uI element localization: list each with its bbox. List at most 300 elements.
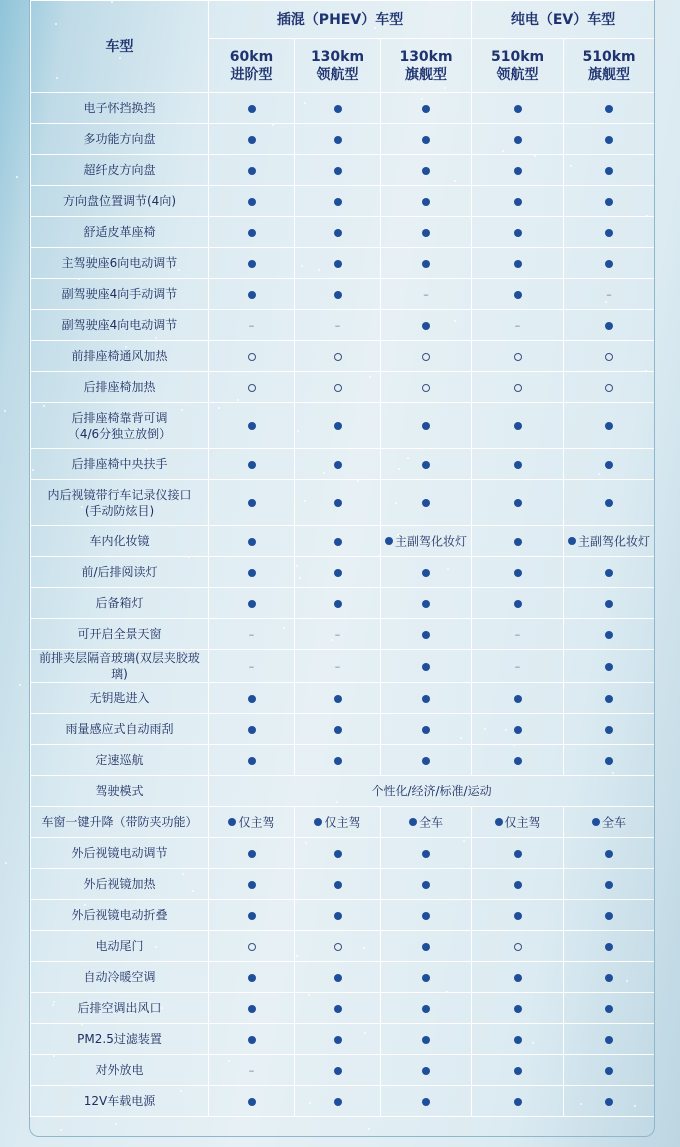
standard-dot-icon [605,974,613,982]
value-cell [564,745,655,776]
standard-dot-icon [334,198,342,206]
value-cell [295,993,381,1024]
standard-dot-icon [334,167,342,175]
standard-dot-icon [334,600,342,608]
value-cell [209,869,295,900]
group-header-phev: 插混（PHEV）车型 [209,1,472,39]
value-cell [295,807,381,838]
standard-dot-icon [248,291,256,299]
variant-header [295,39,381,93]
standard-dot-icon [334,726,342,734]
value-cell [472,93,564,124]
value-cell [381,993,472,1024]
table-row [31,217,655,248]
standard-dot-icon [514,229,522,237]
value-cell [564,526,655,557]
value-cell [209,807,295,838]
standard-dot-icon [514,850,522,858]
table-row [31,900,655,931]
standard-dot-icon [334,422,342,430]
value-cell [209,650,295,683]
value-cell [564,449,655,480]
value-cell [564,403,655,449]
value-cell [295,310,381,341]
value-cell [381,588,472,619]
standard-dot-icon [334,136,342,144]
standard-dot-icon [605,663,613,671]
value-cell [564,372,655,403]
optional-ring-icon [514,353,522,361]
feature-label: 自动冷暖空调 [31,962,209,993]
value-cell [295,745,381,776]
standard-dot-icon [605,600,613,608]
standard-dot-icon [514,499,522,507]
table-row [31,341,655,372]
feature-label: 多功能方向盘 [31,124,209,155]
not-available-dash-icon: – [334,659,341,673]
value-cell [295,962,381,993]
not-available-dash-icon: – [248,659,255,673]
table-row [31,403,655,449]
standard-dot-icon [514,291,522,299]
value-cell [209,1086,295,1117]
not-available-dash-icon: – [248,318,255,332]
value-cell [209,588,295,619]
standard-dot-icon [422,943,430,951]
value-cell [564,279,655,310]
variant-header [381,39,472,93]
standard-dot-icon [514,538,522,546]
feature-label: 驾驶模式 [31,776,209,807]
value-note: 全车 [419,815,444,830]
value-cell [295,186,381,217]
not-available-dash-icon: – [514,627,521,641]
standard-dot-icon [334,569,342,577]
value-cell [209,1055,295,1086]
standard-dot-icon [248,136,256,144]
value-cell [209,248,295,279]
standard-dot-icon [605,322,613,330]
value-note: 全车 [602,815,627,830]
group-header-ev: 纯电（EV）车型 [472,1,655,39]
standard-dot-icon [422,850,430,858]
value-cell [295,279,381,310]
standard-dot-icon [605,260,613,268]
value-cell [295,838,381,869]
standard-dot-icon [248,461,256,469]
value-cell [564,217,655,248]
value-cell [381,155,472,186]
value-cell [564,931,655,962]
table-row [31,93,655,124]
value-cell [381,1055,472,1086]
standard-dot-icon [514,569,522,577]
standard-dot-icon [514,260,522,268]
feature-label: 后排座椅中央扶手 [31,449,209,480]
snow-speck [5,862,7,864]
standard-dot-icon [605,1036,613,1044]
standard-dot-icon [422,1036,430,1044]
standard-dot-icon [334,1098,342,1106]
value-cell [564,714,655,745]
value-cell [209,155,295,186]
standard-dot-icon [228,818,236,826]
value-cell [564,869,655,900]
value-cell [209,962,295,993]
value-cell [472,480,564,526]
standard-dot-icon [334,461,342,469]
feature-label: 前排夹层隔音玻璃(双层夹胶玻璃) [31,650,209,683]
value-cell [381,619,472,650]
variant-range: 60km [229,48,274,65]
value-cell [381,279,472,310]
table-row [31,869,655,900]
value-cell [381,557,472,588]
variant-trim: 进阶型 [230,66,273,83]
variant-header [472,39,564,93]
value-cell [295,931,381,962]
value-cell [295,341,381,372]
value-cell [381,962,472,993]
standard-dot-icon [514,881,522,889]
standard-dot-icon [514,1067,522,1075]
value-cell [209,745,295,776]
standard-dot-icon [568,537,576,545]
value-cell [295,588,381,619]
standard-dot-icon [314,818,322,826]
value-cell [564,650,655,683]
value-cell [381,403,472,449]
value-cell [295,372,381,403]
standard-dot-icon [605,461,613,469]
value-cell [564,962,655,993]
standard-dot-icon [248,229,256,237]
table-row [31,714,655,745]
standard-dot-icon [334,1067,342,1075]
standard-dot-icon [514,974,522,982]
standard-dot-icon [248,850,256,858]
standard-dot-icon [422,1067,430,1075]
standard-dot-icon [334,291,342,299]
variant-trim: 领航型 [316,66,359,83]
standard-dot-icon [422,663,430,671]
feature-label: 后排座椅靠背可调 （4/6分独立放倒） [31,403,209,449]
standard-dot-icon [409,818,417,826]
value-cell [295,480,381,526]
optional-ring-icon [334,943,342,951]
value-cell [472,279,564,310]
value-cell [564,619,655,650]
standard-dot-icon [334,499,342,507]
feature-label: 前/后排阅读灯 [31,557,209,588]
table-row [31,155,655,186]
table-row [31,526,655,557]
value-cell [381,217,472,248]
not-available-dash-icon: – [248,1063,255,1077]
standard-dot-icon [605,631,613,639]
standard-dot-icon [605,757,613,765]
value-cell [209,900,295,931]
header-row-groups [31,1,655,39]
standard-dot-icon [334,229,342,237]
value-cell [472,838,564,869]
value-cell [381,650,472,683]
table-row [31,248,655,279]
value-cell [295,683,381,714]
standard-dot-icon [422,229,430,237]
value-cell [209,557,295,588]
standard-dot-icon [422,1005,430,1013]
standard-dot-icon [248,167,256,175]
value-cell [209,372,295,403]
value-cell [472,557,564,588]
snow-speck [19,684,21,686]
value-cell [564,557,655,588]
value-cell [381,1086,472,1117]
value-cell [472,683,564,714]
feature-label: 可开启全景天窗 [31,619,209,650]
table-row [31,1086,655,1117]
value-cell [381,1024,472,1055]
optional-ring-icon [248,353,256,361]
standard-dot-icon [605,850,613,858]
value-cell [564,588,655,619]
standard-dot-icon [422,881,430,889]
standard-dot-icon [514,461,522,469]
standard-dot-icon [605,167,613,175]
value-cell [564,1086,655,1117]
standard-dot-icon [422,974,430,982]
table-row [31,480,655,526]
value-cell [564,1055,655,1086]
value-cell [209,526,295,557]
value-note: 主副驾化妆灯 [578,534,651,549]
standard-dot-icon [514,1098,522,1106]
model-header: 车型 [31,1,209,93]
feature-label: 定速巡航 [31,745,209,776]
standard-dot-icon [605,912,613,920]
value-cell [381,124,472,155]
feature-label: 对外放电 [31,1055,209,1086]
standard-dot-icon [605,695,613,703]
standard-dot-icon [514,422,522,430]
standard-dot-icon [334,974,342,982]
value-cell [295,155,381,186]
value-cell [295,248,381,279]
standard-dot-icon [495,818,503,826]
standard-dot-icon [334,757,342,765]
feature-label: 外后视镜加热 [31,869,209,900]
value-cell [381,372,472,403]
optional-ring-icon [422,384,430,392]
standard-dot-icon [605,198,613,206]
value-cell [564,186,655,217]
standard-dot-icon [334,1036,342,1044]
standard-dot-icon [514,695,522,703]
standard-dot-icon [422,569,430,577]
value-cell [295,619,381,650]
standard-dot-icon [248,912,256,920]
value-cell [381,900,472,931]
table-row [31,838,655,869]
not-available-dash-icon: – [514,318,521,332]
value-cell [381,480,472,526]
value-cell [209,931,295,962]
feature-label: 方向盘位置调节(4向) [31,186,209,217]
value-cell [564,683,655,714]
table-row [31,1055,655,1086]
value-note: 仅主驾 [504,815,541,830]
standard-dot-icon [248,695,256,703]
standard-dot-icon [248,726,256,734]
standard-dot-icon [422,461,430,469]
variant-range: 130km [399,48,453,65]
table-row [31,449,655,480]
feature-label: 雨量感应式自动雨刮 [31,714,209,745]
standard-dot-icon [248,569,256,577]
value-cell [564,838,655,869]
value-cell [295,93,381,124]
not-available-dash-icon: – [334,318,341,332]
standard-dot-icon [422,198,430,206]
value-cell [381,807,472,838]
standard-dot-icon [605,943,613,951]
not-available-dash-icon: – [248,627,255,641]
optional-ring-icon [334,353,342,361]
value-cell [209,217,295,248]
value-cell [209,619,295,650]
value-cell [295,900,381,931]
standard-dot-icon [334,695,342,703]
standard-dot-icon [422,631,430,639]
value-cell [295,124,381,155]
standard-dot-icon [422,726,430,734]
value-cell [209,683,295,714]
value-cell [381,869,472,900]
feature-label: 后备箱灯 [31,588,209,619]
value-cell [472,403,564,449]
feature-label: 后排空调出风口 [31,993,209,1024]
standard-dot-icon [248,974,256,982]
value-cell [209,279,295,310]
value-cell [381,310,472,341]
value-cell [209,714,295,745]
standard-dot-icon [422,695,430,703]
optional-ring-icon [422,353,430,361]
value-cell [472,310,564,341]
value-cell [381,838,472,869]
value-note: 主副驾化妆灯 [395,534,468,549]
value-cell [472,745,564,776]
feature-label: 前排座椅通风加热 [31,341,209,372]
standard-dot-icon [514,136,522,144]
feature-label: PM2.5过滤装置 [31,1024,209,1055]
value-cell [295,557,381,588]
value-cell [209,993,295,1024]
feature-label: 后排座椅加热 [31,372,209,403]
table-row [31,650,655,683]
table-row [31,962,655,993]
standard-dot-icon [422,260,430,268]
feature-label: 外后视镜电动调节 [31,838,209,869]
standard-dot-icon [605,136,613,144]
standard-dot-icon [422,757,430,765]
value-cell [381,683,472,714]
standard-dot-icon [248,198,256,206]
value-cell [564,310,655,341]
table-row [31,745,655,776]
value-cell [381,931,472,962]
not-available-dash-icon: – [423,287,429,301]
optional-ring-icon [334,384,342,392]
value-cell [295,1024,381,1055]
feature-label: 无钥匙进入 [31,683,209,714]
standard-dot-icon [334,912,342,920]
table-row [31,124,655,155]
table-row [31,372,655,403]
value-cell [295,650,381,683]
not-available-dash-icon: – [514,659,521,673]
standard-dot-icon [605,422,613,430]
optional-ring-icon [248,384,256,392]
standard-dot-icon [605,1098,613,1106]
optional-ring-icon [248,943,256,951]
table-row [31,683,655,714]
table-row [31,279,655,310]
standard-dot-icon [605,881,613,889]
feature-label: 车内化妆镜 [31,526,209,557]
variant-header [564,39,655,93]
table-row [31,1024,655,1055]
optional-ring-icon [514,384,522,392]
value-cell [472,124,564,155]
standard-dot-icon [592,818,600,826]
standard-dot-icon [605,105,613,113]
spec-table [30,0,655,1117]
spec-table-body [31,93,655,1117]
standard-dot-icon [248,757,256,765]
table-row [31,588,655,619]
snow-speck [16,176,18,178]
value-note: 仅主驾 [324,815,361,830]
value-cell [564,248,655,279]
standard-dot-icon [514,167,522,175]
value-cell [209,449,295,480]
standard-dot-icon [422,136,430,144]
standard-dot-icon [422,422,430,430]
table-row [31,931,655,962]
spec-table-container [29,0,655,1137]
standard-dot-icon [334,850,342,858]
standard-dot-icon [248,1098,256,1106]
standard-dot-icon [334,105,342,113]
value-cell [209,838,295,869]
feature-label: 电动尾门 [31,931,209,962]
value-cell [381,449,472,480]
value-cell [295,1086,381,1117]
table-row [31,186,655,217]
value-cell [295,1055,381,1086]
value-cell [564,1024,655,1055]
standard-dot-icon [422,105,430,113]
value-cell [564,124,655,155]
value-cell [564,900,655,931]
value-cell [381,526,472,557]
value-cell [472,1086,564,1117]
optional-ring-icon [605,384,613,392]
standard-dot-icon [248,538,256,546]
standard-dot-icon [334,881,342,889]
